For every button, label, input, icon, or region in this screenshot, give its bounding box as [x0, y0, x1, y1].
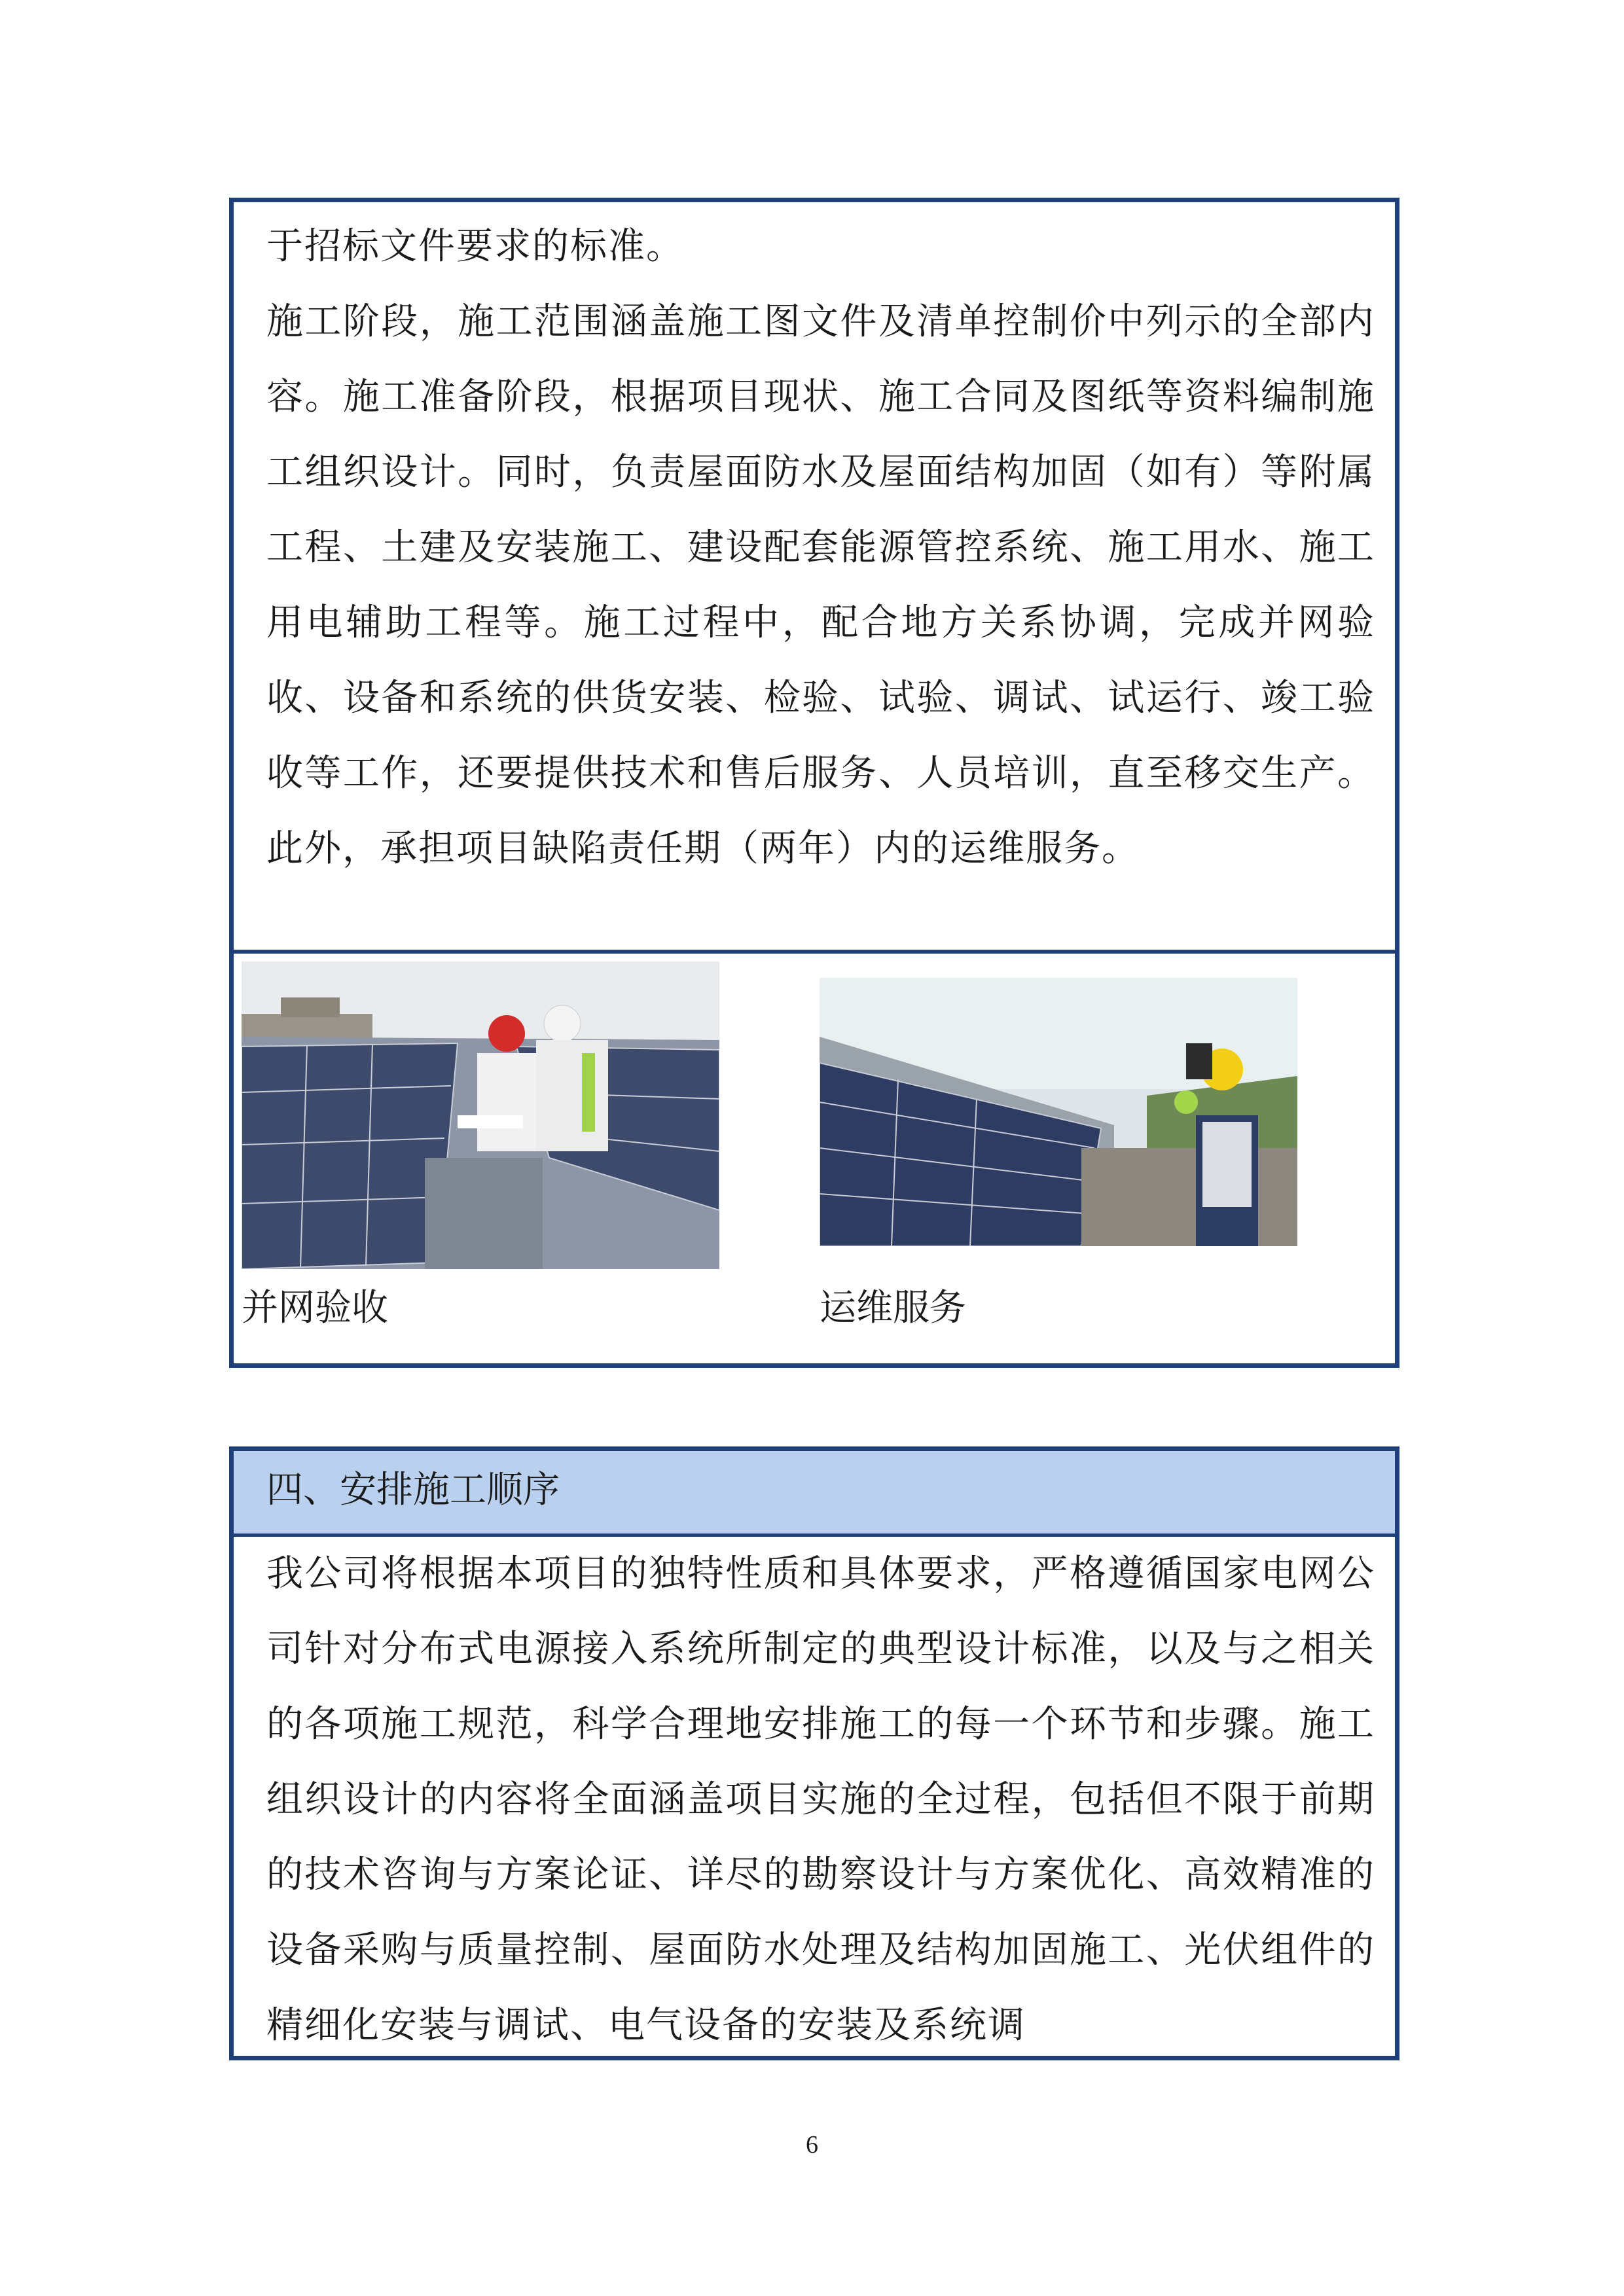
om-service-photo: [820, 978, 1297, 1246]
grid-acceptance-photo: [242, 961, 719, 1269]
construction-sequence-box: [229, 1446, 1399, 2060]
photo-caption-grid-acceptance: 并网验收: [242, 1287, 388, 1329]
section-divider: [234, 950, 1395, 954]
scope-box: [229, 198, 1399, 1368]
section-title: 四、安排施工顺序: [266, 1469, 560, 1511]
sequence-paragraph: 我公司将根据本项目的独特性质和具体要求，严格遵循国家电网公司针对分布式电源接入系统所制定的典型设计标准，以及与之相关的各项施工规范，科学合理地安排施工的每一个环节和步骤。施工组织设计的内容将全面涵盖项目实施的全过程，包括但不限于前期的技术咨询与方案论证、详尽的勘察设计与方案优化、高效精准的设备采购与质量控制、屋面防水处理及结构加固施工、光伏组件的精细化安装与调试、电气设备的安装及系统调: [266, 1552, 1375, 2047]
photo-caption-om-service: 运维服务: [820, 1287, 966, 1329]
page-number: 6: [806, 2131, 818, 2159]
section-header: [234, 1451, 1395, 1537]
scope-paragraph: 于招标文件要求的标准。 施工阶段，施工范围涵盖施工图文件及清单控制价中列示的全部内容。施工准备阶段，根据项目现状、施工合同及图纸等资料编制施工组织设计。同时，负责屋面防水及屋面结构加固（如有）等附属工程、土建及安装施工、建设配套能源管控系统、施工用水、施工用电辅助工程等。施工过程中，配合地方关系协调，完成并网验收、设备和系统的供货安装、检验、试验、调试、试运行、竣工验收等工作，还要提供技术和售后服务、人员培训，直至移交生产。此外，承担项目缺陷责任期（两年）内的运维服务。: [266, 225, 1375, 870]
